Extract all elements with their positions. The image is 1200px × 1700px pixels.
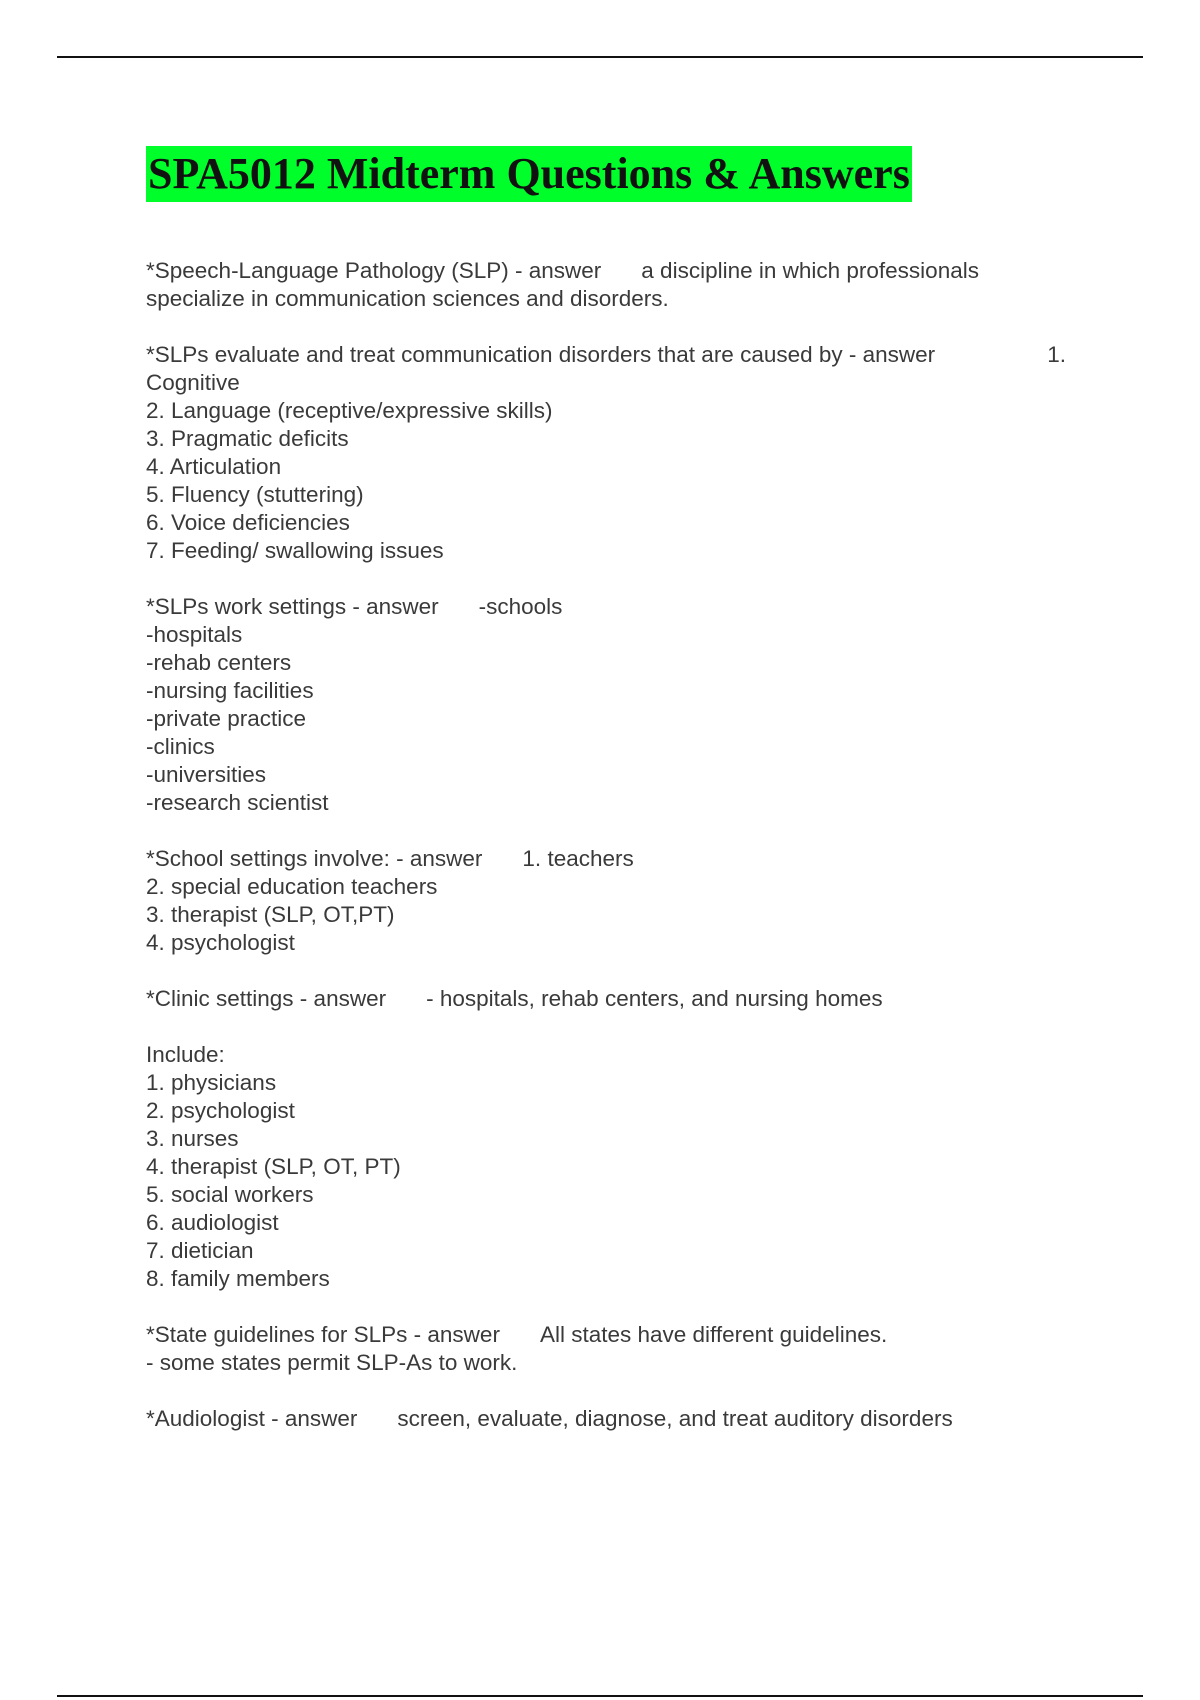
- answer-text: All states have different guidelines.: [539, 1322, 888, 1347]
- answer-line: 3. Pragmatic deficits: [146, 426, 349, 451]
- answer-line: -hospitals: [146, 622, 243, 647]
- question-text: *State guidelines for SLPs - answer: [146, 1322, 500, 1347]
- answer-line: 2. special education teachers: [146, 874, 438, 899]
- answer-line: 6. audiologist: [146, 1210, 279, 1235]
- question-text: *Audiologist - answer: [146, 1406, 358, 1431]
- answer-line: 5. Fluency (stuttering): [146, 482, 364, 507]
- answer-line: -nursing facilities: [146, 678, 314, 703]
- document-title: SPA5012 Midterm Questions & Answers: [146, 146, 912, 202]
- answer-line: -private practice: [146, 706, 307, 731]
- qa-item: [146, 341, 1066, 565]
- answer-line: 4. Articulation: [146, 454, 282, 479]
- answer-line: 2. psychologist: [146, 1098, 295, 1123]
- title-block: [146, 146, 912, 202]
- qa-item-continued: [146, 1041, 1066, 1293]
- answer-line: -rehab centers: [146, 650, 292, 675]
- answer-line: -research scientist: [146, 790, 329, 815]
- qa-item: [146, 1321, 1066, 1377]
- answer-line: 3. nurses: [146, 1126, 239, 1151]
- footer-rule: [57, 1695, 1143, 1697]
- question-text: *School settings involve: - answer: [146, 846, 483, 871]
- question-text: *Speech-Language Pathology (SLP) - answer: [146, 258, 602, 283]
- answer-line: -universities: [146, 762, 267, 787]
- answer-text: - hospitals, rehab centers, and nursing homes: [426, 986, 883, 1011]
- answer-text: -schools: [478, 594, 563, 619]
- answer-line: - some states permit SLP-As to work.: [146, 1350, 518, 1375]
- answer-line: 7. Feeding/ swallowing issues: [146, 538, 444, 563]
- question-text: *Clinic settings - answer: [146, 986, 387, 1011]
- answer-line: -clinics: [146, 734, 215, 759]
- answer-line: 1. physicians: [146, 1070, 277, 1095]
- answer-line: 4. psychologist: [146, 930, 295, 955]
- answer-line: 7. dietician: [146, 1238, 254, 1263]
- answer-text: screen, evaluate, diagnose, and treat auditory disorders: [397, 1406, 953, 1431]
- answer-line: 3. therapist (SLP, OT,PT): [146, 902, 395, 927]
- qa-item: [146, 257, 1066, 313]
- header-rule: [57, 56, 1143, 58]
- qa-item: [146, 1405, 1066, 1433]
- answer-line: 2. Language (receptive/expressive skills): [146, 398, 553, 423]
- answer-line: Cognitive: [146, 370, 240, 395]
- qa-item: [146, 593, 1066, 817]
- answer-line: 5. social workers: [146, 1182, 314, 1207]
- answer-text: 1. teachers: [522, 846, 634, 871]
- answer-text: 1.: [1047, 342, 1066, 367]
- answer-line: Include:: [146, 1042, 225, 1067]
- answer-line: 6. Voice deficiencies: [146, 510, 350, 535]
- question-text: *SLPs evaluate and treat communication disorders that are caused by - answer: [146, 342, 936, 367]
- answer-line: 4. therapist (SLP, OT, PT): [146, 1154, 401, 1179]
- answer-line: 8. family members: [146, 1266, 330, 1291]
- answer-line: specialize in communication sciences and disorders.: [146, 286, 669, 311]
- answer-text: a discipline in which professionals: [641, 258, 979, 283]
- qa-item: [146, 845, 1066, 957]
- question-text: *SLPs work settings - answer: [146, 594, 439, 619]
- qa-item: [146, 985, 1066, 1013]
- document-body: [146, 257, 1066, 1461]
